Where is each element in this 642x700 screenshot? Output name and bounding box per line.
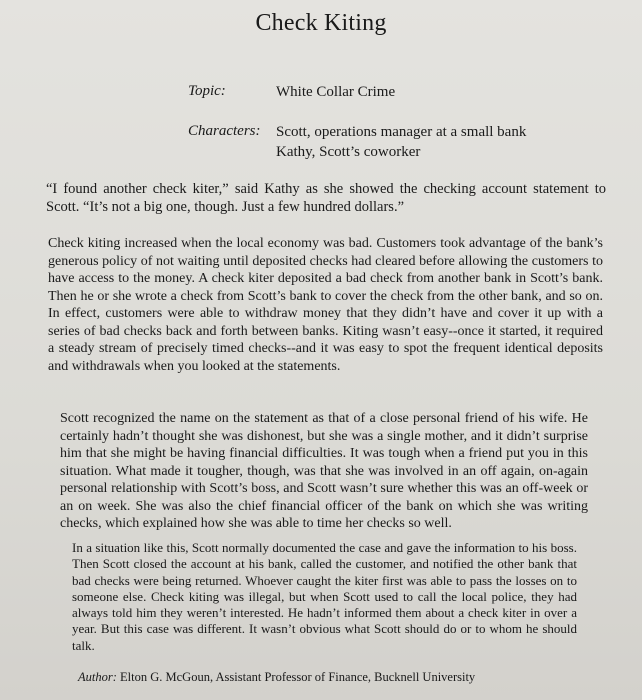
topic-value: White Collar Crime xyxy=(276,84,396,100)
author-label: Author: xyxy=(78,670,117,684)
paragraph: Check kiting increased when the local economy was bad. Customers took advantage of the bank’s generous policy of not waiting until deposited checks had cleared before allowing the customers to have access to the money. A check kiter deposited a bad check from another bank in Scott’s bank. Then he or she wrote a check from Scott’s bank to cover the check from the other bank, and so on. In effect, customers were able to withdraw money that they didn’t have and cover it up with a series of bad checks back and forth between banks. Kiting wasn’t easy--once it started, it required a steady stream of precisely timed checks--and it was easy to spot the frequent identical deposits and withdrawals when you looked at the statements. xyxy=(48,236,603,374)
author-line xyxy=(78,670,475,685)
paragraph: Scott recognized the name on the statement as that of a close personal friend of his wife. He certainly hadn’t thought she was dishonest, but she was a single mother, and it didn’t surprise him that she might be having financial difficulties. It was tough when a friend put you in this situation. What made it tougher, though, was that she was involved in an off again, on-again personal relationship with Scott’s boss, and Scott wasn’t sure whether this was an off-week or an on week. She was also the chief financial officer of the bank on which she was writing checks, which explained how she was able to time her checks so well. xyxy=(60,411,588,531)
topic-label: Topic: xyxy=(188,83,226,99)
character-line: Kathy, Scott’s coworker xyxy=(276,144,421,160)
page-title: Check Kiting xyxy=(255,10,387,36)
character-line: Scott, operations manager at a small bank xyxy=(276,124,527,140)
paragraph: In a situation like this, Scott normally documented the case and gave the information to his boss. Then Scott closed the account at his bank, called the customer, and notified the other bank that bad checks were being returned. Whoever caught the kiter first was able to pass the losses on to someone else. Check kiting was illegal, but when Scott used to call the local police, they had always told him they weren’t interested. He hadn’t informed them about a check kiter in over a year. But this case was different. It wasn’t obvious what Scott should do or to whom he should talk. xyxy=(72,540,577,653)
paragraph-quote: “I found another check kiter,” said Kathy as she showed the checking account statement to Scott. “It’s not a big one, though. Just a few hundred dollars.” xyxy=(46,181,606,215)
author-value: Elton G. McGoun, Assistant Professor of Finance, Bucknell University xyxy=(120,670,476,684)
characters-label: Characters: xyxy=(188,123,261,139)
